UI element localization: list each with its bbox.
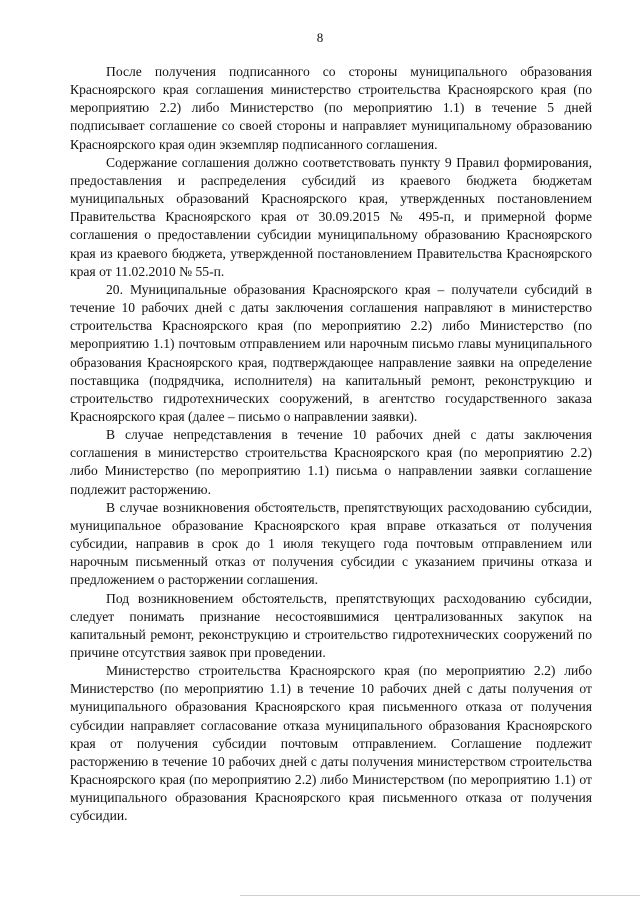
document-body [70, 63, 592, 826]
paragraph-refusal: В случае возникновения обстоятельств, препятствующих расходованию субсидии, муниципальное образование Красноярского края вправе отказаться от получения субсидии, направив в срок до 1 июля текущего года почтовым отправлением или нарочным письменный отказ от получения субсидии с указанием причины отказа и предложением о расторжении соглашения. [70, 499, 592, 588]
paragraph-clause-20: 20. Муниципальные образования Красноярского края – получатели субсидий в течение 10 рабочих дней с даты заключения соглашения направляют в министерство строительства Красноярского края (по мероприятию 2.2) либо Министерство (по мероприятию 1.1) почтовым отправлением или нарочным письмо главы муниципального образования Красноярского края, подтверждающее направление заявки на определение поставщика (подрядчика, исполнителя) на капитальный ремонт, реконструкцию и строительство гидротехнических сооружений, в агентство государственного заказа Красноярского края (далее – письмо о направлении заявки). [70, 281, 592, 424]
paragraph-non-submission: В случае непредставления в течение 10 рабочих дней с даты заключения соглашения в министерство строительства Красноярского края (по мероприятию 2.2) либо Министерство (по мероприятию 1.1) письма о направлении заявки соглашение подлежит расторжению. [70, 427, 592, 497]
bottom-divider [240, 895, 640, 896]
paragraph-agreement-content: Содержание соглашения должно соответствовать пункту 9 Правил формирования, предоставления и распределения субсидий из краевого бюджета бюджетам муниципальных образований Красноярского края, утвержденных постановлением Правительства Красноярского края от 30.09.2015 № 495-п, и примерной форме соглашения о предоставлении субсидии муниципальному образованию Красноярского края из краевого бюджета, утвержденной постановлением Правительства Красноярского края от 11.02.2010 № 55-п. [70, 154, 592, 279]
paragraph-signed-agreement: После получения подписанного со стороны муниципального образования Красноярского края соглашения министерство строительства Красноярского края (по мероприятию 2.2) либо Министерство (по мероприятию 1.1) в течение 5 дней подписывает соглашение со своей стороны и направляет муниципальному образованию Красноярского края один экземпляр подписанного соглашения. [70, 64, 592, 152]
page-number: 8 [316, 30, 324, 45]
paragraph-obstacles-definition: Под возникновением обстоятельств, препятствующих расходованию субсидии, следует понимать признание несостоявшимися централизованных закупок на капитальный ремонт, реконструкцию и строительство гидротехнических сооружений по причине отсутствия заявок при проведении. [70, 590, 592, 660]
paragraph-refusal-approval: Министерство строительства Красноярского края (по мероприятию 2.2) либо Министерство (по мероприятию 1.1) в течение 10 рабочих дней с даты получения от муниципального образования Красноярского края письменного отказа от получения субсидии направляет согласование отказа муниципального образования Красноярского края от получения субсидии почтовым отправлением. Соглашение подлежит расторжению в течение 10 рабочих дней с даты получения министерством строительства Красноярского края (по мероприятию 2.2) либо Министерством (по мероприятию 1.1) от муниципального образования Красноярского края письменного отказа от получения субсидии. [70, 663, 592, 824]
